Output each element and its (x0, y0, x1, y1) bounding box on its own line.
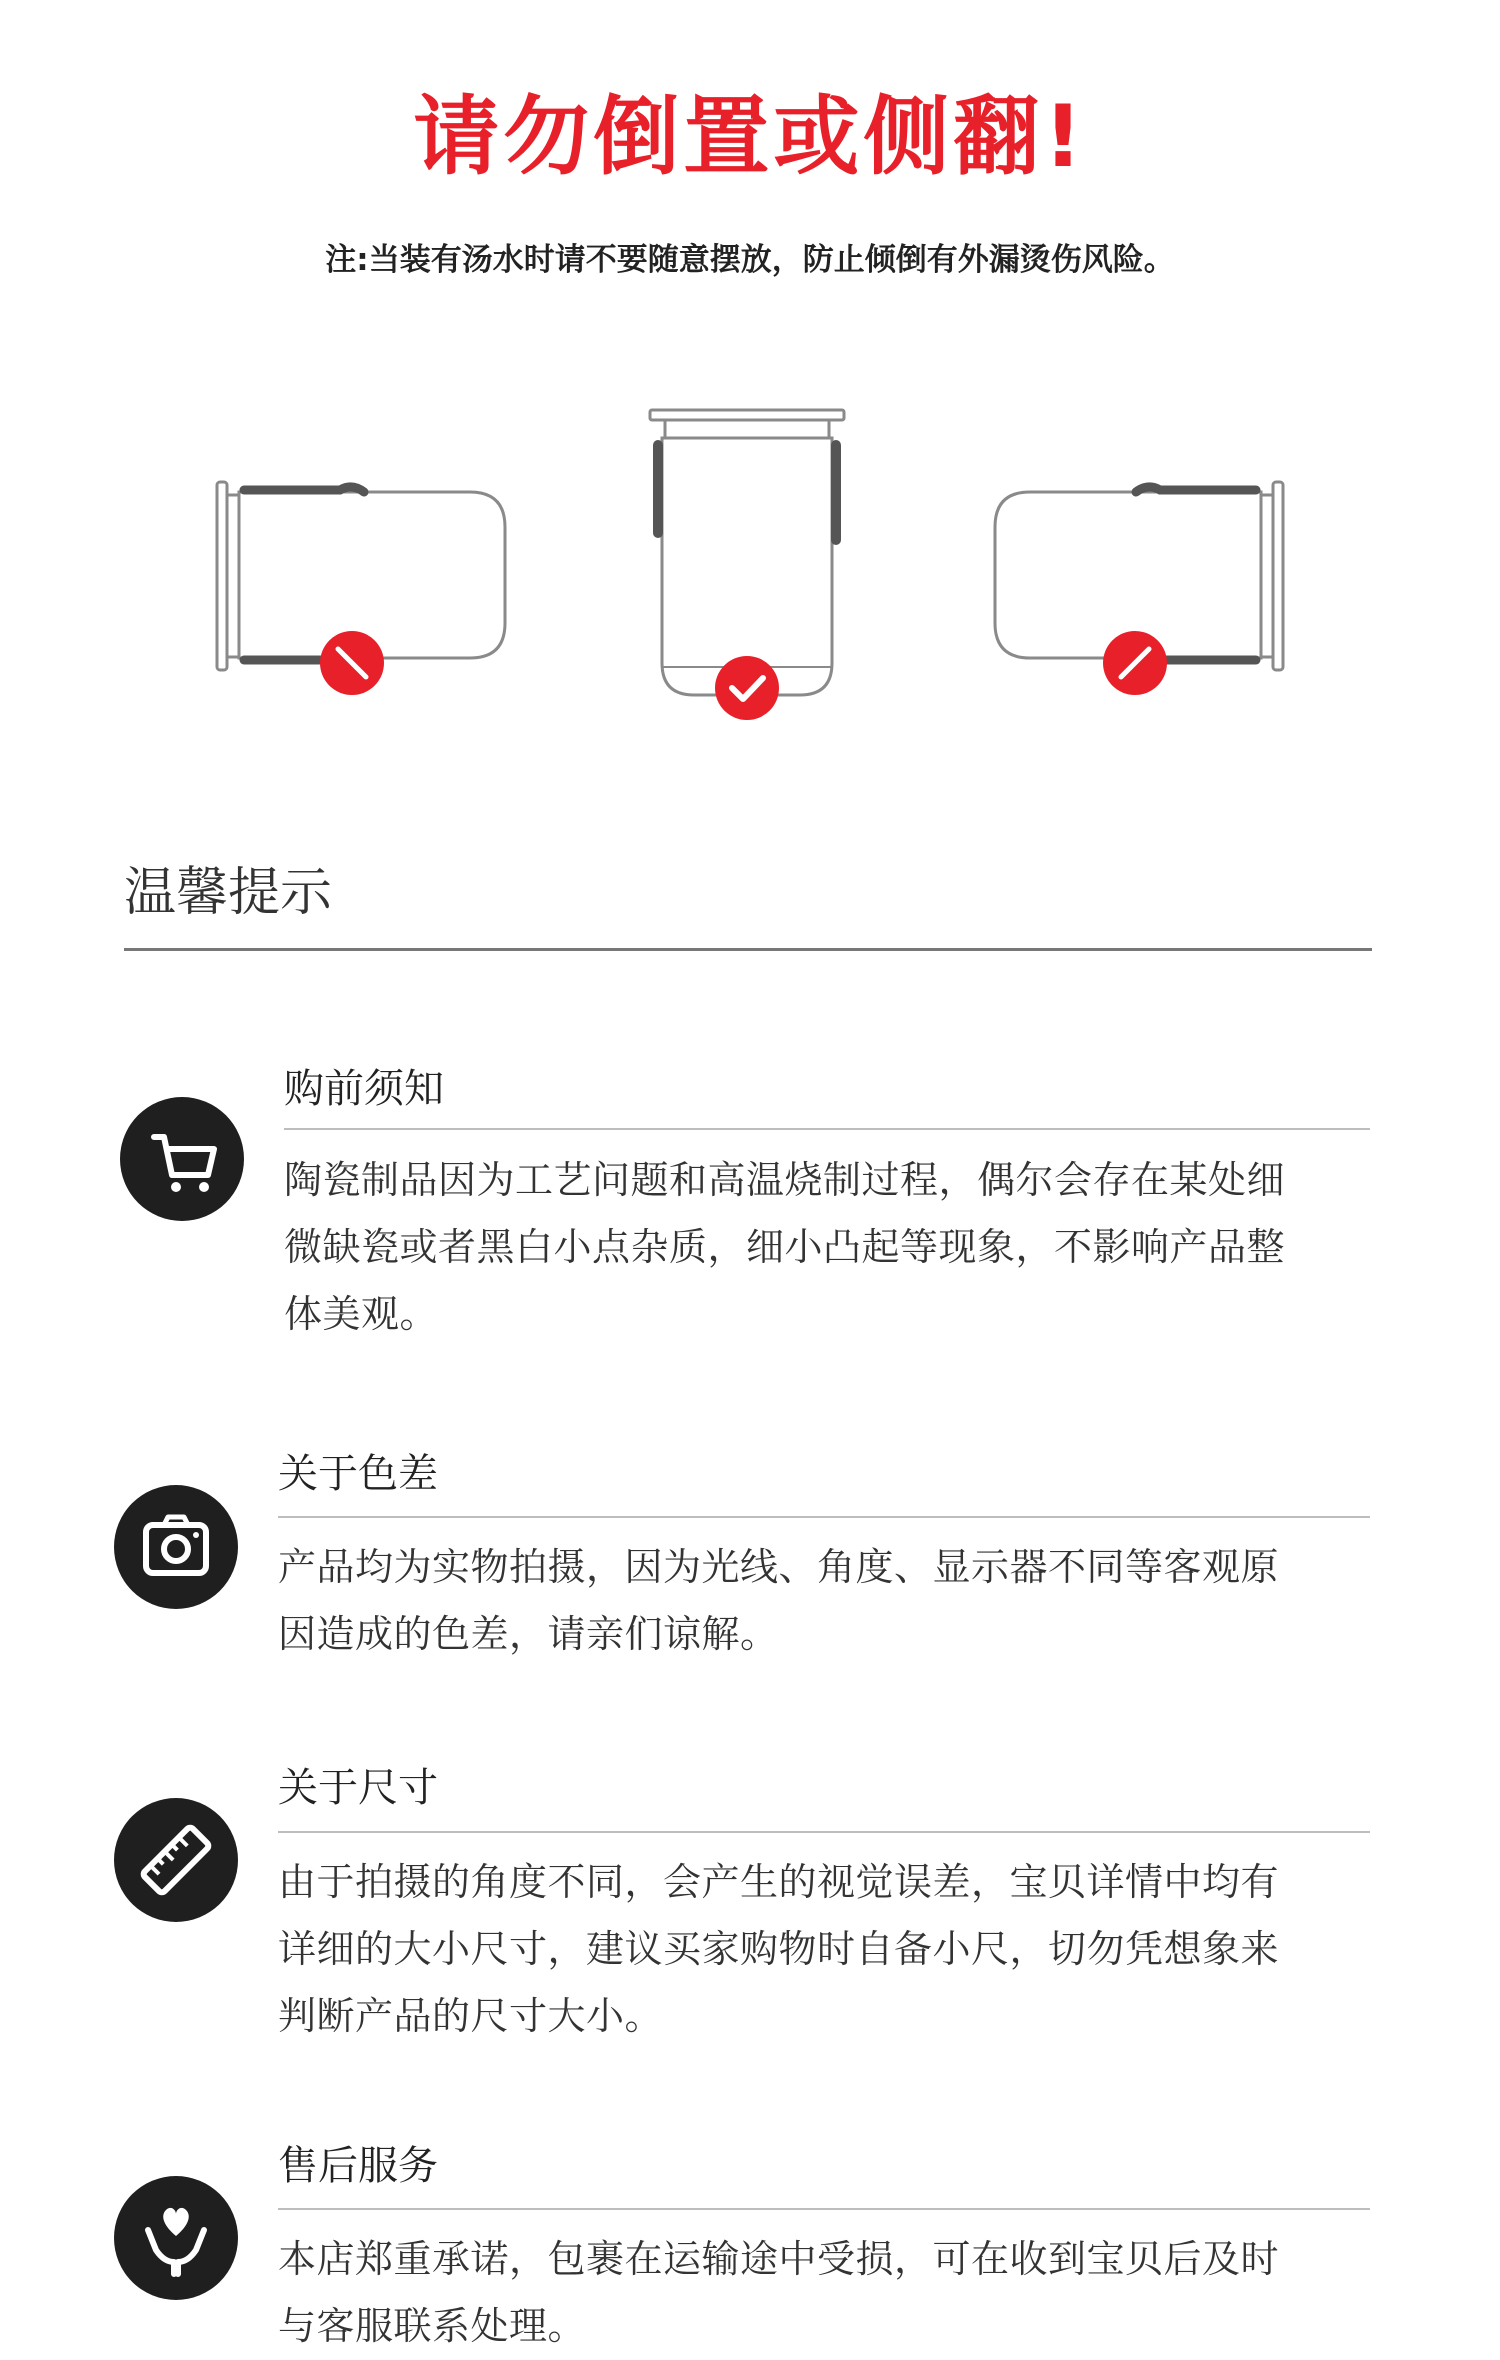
tip-icon-wrapper (114, 1798, 238, 1922)
tip-line: 产品均为实物拍摄，因为光线、角度、显示器不同等客观原 (278, 1545, 1280, 1589)
divider (124, 948, 1372, 951)
prohibited-icon (1103, 631, 1167, 695)
tip-icon-wrapper (114, 1485, 238, 1609)
tip-line: 体美观。 (284, 1292, 439, 1336)
tip-body (278, 1849, 1372, 2050)
tip-body (278, 1534, 1372, 1668)
warning-note: 注:当装有汤水时请不要随意摆放，防止倾倒有外漏烫伤风险。 (325, 242, 1175, 278)
prohibited-icon (320, 631, 384, 695)
tip-title: 关于色差 (278, 1451, 438, 1497)
tip-line: 因造成的色差，请亲们谅解。 (278, 1612, 779, 1656)
tip-title: 售后服务 (278, 2143, 438, 2189)
tip-line: 本店郑重承诺，包裹在运输途中受损，可在收到宝贝后及时 (278, 2237, 1280, 2281)
tip-title: 购前须知 (284, 1066, 444, 1112)
tip-icon-wrapper (114, 2176, 238, 2300)
orientation-illustration (0, 395, 1500, 725)
camera-icon (114, 1485, 238, 1609)
divider (278, 1831, 1370, 1833)
shopping-cart-icon (120, 1097, 244, 1221)
page-title: 请勿倒置或侧翻! (413, 87, 1087, 187)
tips-heading: 温馨提示 (124, 863, 333, 923)
tip-line: 微缺瓷或者黑白小点杂质，细小凸起等现象，不影响产品整 (284, 1225, 1286, 1269)
tip-icon-wrapper (120, 1097, 244, 1221)
tip-line: 由于拍摄的角度不同，会产生的视觉误差，宝贝详情中均有 (278, 1860, 1280, 1904)
heart-hands-icon (114, 2176, 238, 2300)
tip-line: 判断产品的尺寸大小。 (278, 1994, 664, 2038)
divider (284, 1128, 1370, 1130)
tip-body (284, 1147, 1374, 1348)
divider (278, 1516, 1370, 1518)
tip-body (278, 2226, 1372, 2360)
divider (278, 2208, 1370, 2210)
tip-line: 陶瓷制品因为工艺问题和高温烧制过程，偶尔会存在某处细 (284, 1158, 1286, 1202)
tip-line: 与客服联系处理。 (278, 2304, 587, 2348)
tip-title: 关于尺寸 (278, 1765, 438, 1811)
ruler-icon (114, 1798, 238, 1922)
tip-line: 详细的大小尺寸，建议买家购物时自备小尺，切勿凭想象来 (278, 1927, 1280, 1971)
cup-upright (650, 410, 844, 695)
check-icon (715, 656, 779, 720)
